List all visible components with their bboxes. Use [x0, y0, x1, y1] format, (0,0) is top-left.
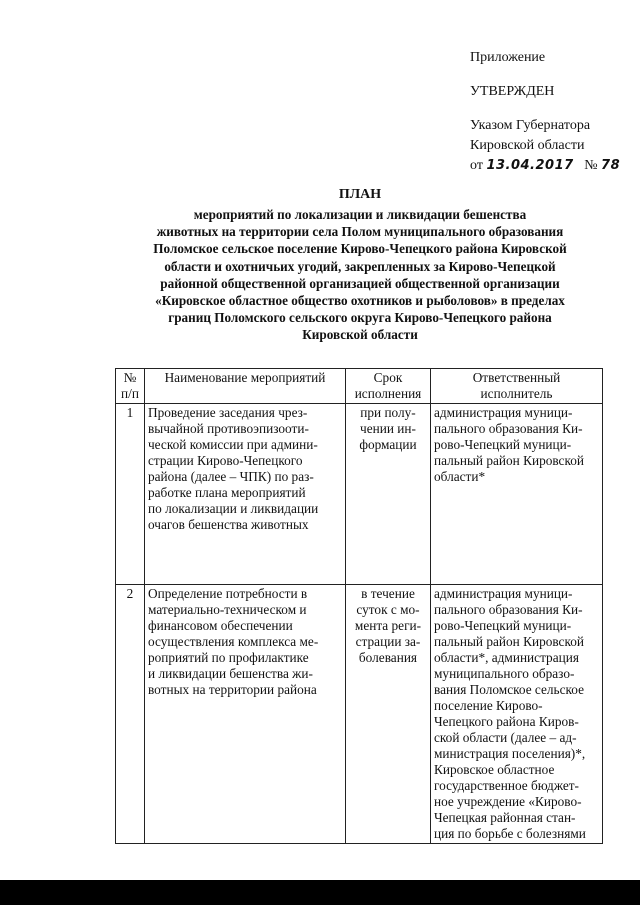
subtitle-line: Кировской области: [302, 327, 418, 343]
subtitle-line: Поломское сельское поселение Кирово-Чепецкого района Кировской: [153, 241, 567, 257]
date-prefix: от: [470, 158, 483, 173]
row-number: 1: [116, 404, 145, 585]
plan-subtitle: [80, 206, 640, 344]
decree-line-2: Кировской области: [470, 138, 585, 153]
approval-stamp: [470, 48, 620, 176]
table-row: [116, 585, 603, 844]
row-name: Проведение заседания чрез- вычайной противоэпизооти- ческой комиссии при админи- страции Кирово-Чепецкого района (далее – ЧПК) по раз- работке плана мероприятий по локализации и ликвидации очагов бешенства животных: [145, 404, 346, 585]
decree-date: 13.04.2017: [486, 158, 574, 173]
row-number: 2: [116, 585, 145, 844]
subtitle-line: границ Поломского сельского округа Кирово-Чепецкого района: [168, 310, 552, 326]
plan-table: [115, 368, 603, 844]
approved-label: УТВЕРЖДЕН: [470, 84, 555, 99]
row-responsible: администрация муници- пального образования Ки- рово-Чепецкий муници- пальный район Кировской области*: [431, 404, 603, 585]
header-term: Срок исполнения: [346, 369, 431, 404]
table-row: [116, 404, 603, 585]
scan-bottom-edge: [0, 880, 640, 905]
decree-number: 78: [601, 158, 621, 173]
row-term: при полу- чении ин- формации: [346, 404, 431, 585]
row-name: Определение потребности в материально-техническом и финансовом обеспечении осуществления комплекса ме- роприятий по профилактике и ликвидации бешенства жи- вотных на территории района: [145, 585, 346, 844]
decree-line-1: Указом Губернатора: [470, 118, 591, 133]
header-responsible: Ответственный исполнитель: [431, 369, 603, 404]
subtitle-line: «Кировское областное общество охотников и рыболовов» в пределах: [155, 293, 565, 309]
plan-title: ПЛАН: [338, 187, 382, 202]
plan-title-block: [80, 186, 640, 344]
header-number: № п/п: [116, 369, 145, 404]
subtitle-line: животных на территории села Полом муниципального образования: [156, 224, 564, 240]
row-responsible: администрация муници- пального образования Ки- рово-Чепецкий муници- пальный район Кировской области*, администрация муниципального образо- вания Поломское сельское поселение Кирово- Чепецкого района Киров- ской области (далее – ад- министрация поселения)*, Кировское областное государственное бюджет- ное учреждение «Кирово- Чепецкая районная стан- ция по борьбе с болезнями: [431, 585, 603, 844]
number-prefix: №: [584, 158, 598, 173]
subtitle-line: области и охотничьих угодий, закрепленных за Кирово-Чепецкой: [164, 258, 556, 274]
appendix-label: Приложение: [470, 50, 546, 65]
row-term: в течение суток с мо- мента реги- страции за- болевания: [346, 585, 431, 844]
subtitle-line: мероприятий по локализации и ликвидации бешенства: [193, 207, 527, 222]
decree-date-line: [470, 156, 620, 176]
subtitle-line: районной общественной организацией общественной организации: [160, 275, 560, 291]
table-header-row: [116, 369, 603, 404]
header-name: Наименование мероприятий: [145, 369, 346, 404]
